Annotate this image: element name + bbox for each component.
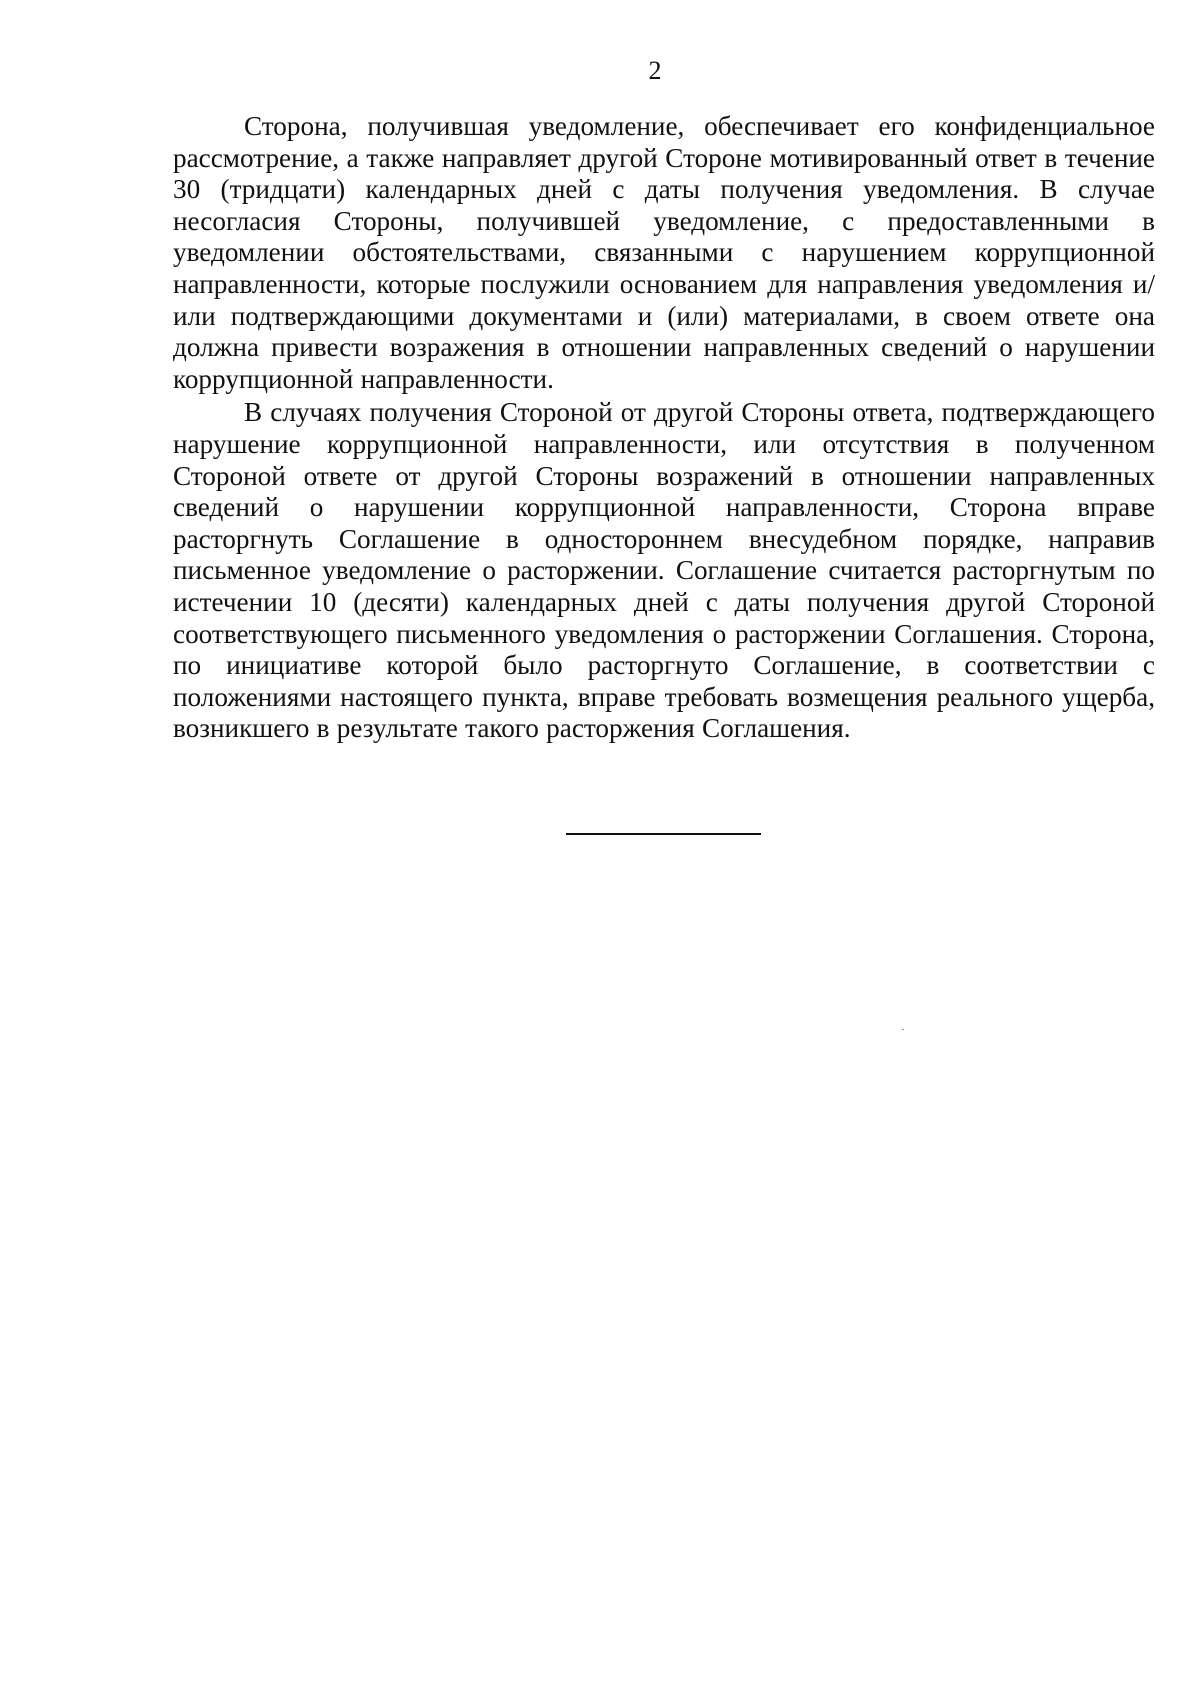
document-body bbox=[173, 111, 1155, 747]
end-separator-line bbox=[566, 833, 761, 835]
page-number: 2 bbox=[648, 56, 662, 85]
scan-artifact bbox=[902, 1029, 904, 1030]
paragraph-termination: В случаях получения Стороной от другой Стороны ответа, подтверждающего нарушение коррупционной направленности, или отсутствия в полученном Стороной ответе от другой Стороны возражений в отношении направленных сведений о нарушении коррупционной направленности, Сторона вправе расторгнуть Соглашение в одностороннем внесудебном порядке, направив письменное уведомление о расторжении. Соглашение считается расторгнутым по истечении 10 (десяти) календарных дней с даты получения другой Стороной соответствующего письменного уведомления о расторжении Соглашения. Сторона, по инициативе которой было расторгнуто Соглашение, в соответствии с положениями настоящего пункта, вправе требовать возмещения реального ущерба, возникшего в результате такого расторжения Соглашения. bbox=[173, 397, 1155, 744]
paragraph-response-to-notice: Сторона, получившая уведомление, обеспечивает его конфиденциальное рассмотрение, а также направляет другой Стороне мотивированный ответ в течение 30 (тридцати) календарных дней с даты получения уведомления. В случае несогласия Стороны, получившей уведомление, с предоставленными в уведомлении обстоятельствами, связанными с нарушением коррупционной направленности, которые послужили основанием для направления уведомления и/или подтверждающими документами и (или) материалами, в своем ответе она должна привести возражения в отношении направленных сведений о нарушении коррупционной направленности. bbox=[173, 111, 1155, 394]
